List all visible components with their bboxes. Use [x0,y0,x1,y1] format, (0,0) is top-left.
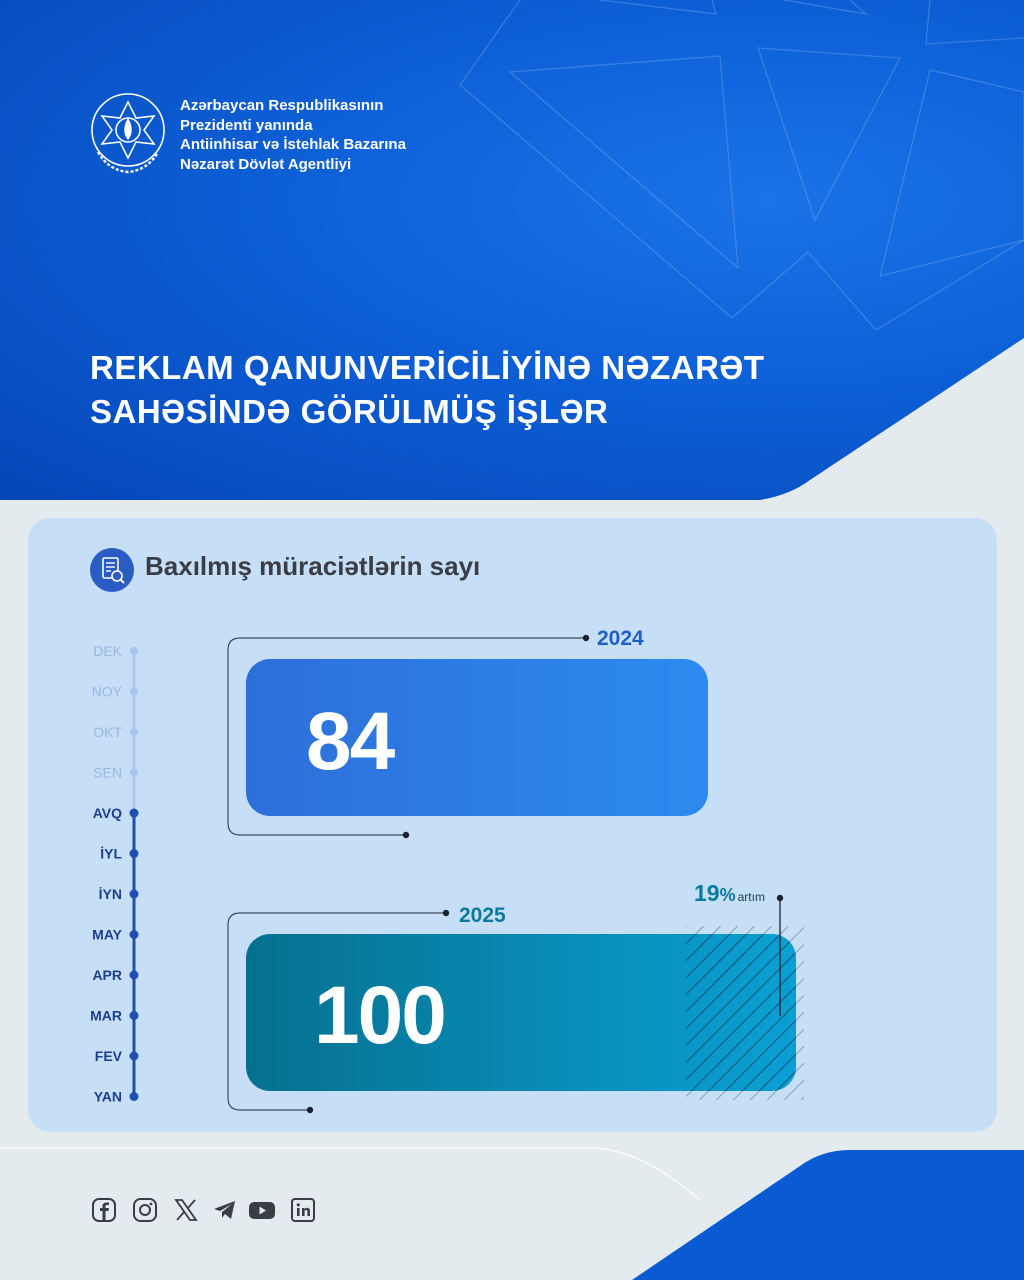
month-label-may: MAY [92,926,122,943]
instagram-icon[interactable] [131,1196,159,1224]
series-2024 [228,627,708,838]
bar-value-2025: 100 [314,970,445,1061]
increase-percent: 19 [694,880,720,906]
organization-line: Nəzarət Dövlət Agentliyi [180,155,352,173]
month-dot-sen [130,769,138,777]
month-label-mar: MAR [90,1007,122,1024]
month-label-i̇yl: İYL [100,845,122,862]
year-label-2024: 2024 [597,627,644,650]
increase-text: artım [737,890,765,904]
month-dot-mar [130,1011,139,1020]
linkedin-icon[interactable] [289,1196,317,1224]
facebook-icon[interactable] [90,1196,118,1224]
bracket-dot-2025-bottom [307,1107,313,1113]
month-dot-i̇yl [130,849,139,858]
x-icon[interactable] [172,1196,200,1224]
month-label-noy: NOY [91,683,122,700]
month-label-yan: YAN [93,1088,122,1105]
bracket-dot-2024-bottom [403,832,409,838]
title-line-2: SAHƏSİNDƏ GÖRÜLMÜŞ İŞLƏR [90,393,609,430]
month-label-fev: FEV [94,1048,122,1064]
month-dot-i̇yn [130,890,139,899]
telegram-icon[interactable] [211,1196,239,1224]
month-label-dek: DEK [93,643,122,659]
annotation-dot [777,895,783,901]
month-dot-yan [130,1092,139,1101]
month-dot-may [130,930,139,939]
month-dot-noy [130,688,138,696]
increase-hatch-outline [686,926,804,1100]
month-dot-avq [130,809,139,818]
title-line-1: REKLAM QANUNVERİCİLİYİNƏ NƏZARƏT [90,349,765,386]
year-label-2025: 2025 [459,904,506,927]
month-label-okt: OKT [93,724,122,740]
svg-text:19%artım [694,880,765,906]
organization-line: Antiinhisar və İstehlak Bazarına [180,136,406,153]
month-label-i̇yn: İYN [98,886,122,902]
youtube-icon[interactable] [248,1196,276,1224]
bar-value-2024: 84 [306,696,394,787]
organization-line: Prezidenti yanında [180,116,313,134]
month-timeline [90,643,138,1105]
month-dot-dek [130,647,138,655]
increase-percent-sign: % [719,885,736,905]
card-title: Baxılmış müraciətlərin sayı [145,551,481,581]
month-label-apr: APR [92,967,122,983]
month-label-sen: SEN [93,764,122,781]
month-dot-fev [130,1052,139,1061]
organization-line: Azərbaycan Respublikasının [180,97,384,114]
month-dot-apr [130,971,139,980]
bracket-dot-2024-top [583,635,589,641]
bracket-dot-2025-top [443,910,449,916]
series-2025 [228,904,804,1113]
month-dot-okt [130,728,138,736]
month-label-avq: AVQ [92,805,122,821]
